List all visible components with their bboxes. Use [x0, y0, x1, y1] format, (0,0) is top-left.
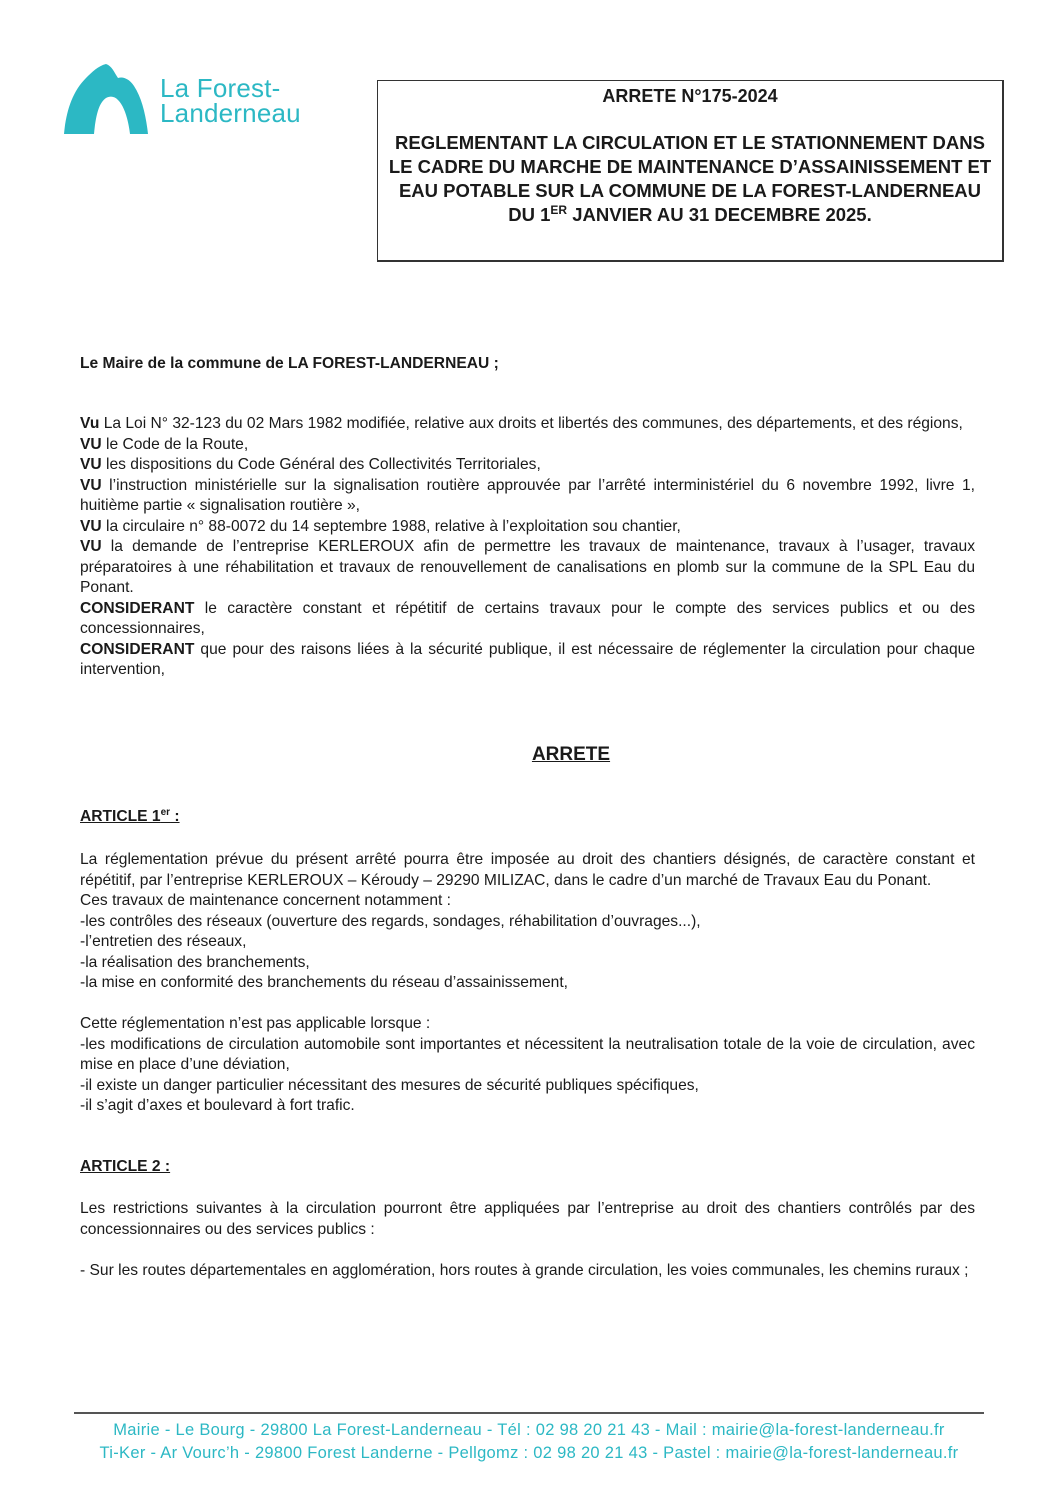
- consideration-text: que pour des raisons liées à la sécurité publique, il est nécessaire de réglementer la circulation pour chaque intervention,: [80, 640, 975, 678]
- article-2-body: [80, 1199, 975, 1281]
- list-item: - Sur les routes départementales en agglomération, hors routes à grande circulation, les voies communales, les chemins ruraux ;: [80, 1261, 969, 1279]
- article-1-works-intro: Ces travaux de maintenance concernent notamment :: [80, 892, 451, 909]
- arrete-title-end: JANVIER AU 31 DECEMBRE 2025.: [567, 204, 872, 225]
- consideration-lead: CONSIDERANT: [80, 640, 195, 658]
- title-box: [377, 80, 1004, 262]
- consideration-lead: VU: [80, 517, 102, 535]
- consideration-text: la demande de l’entreprise KERLEROUX afin de permettre les travaux de maintenance, travaux à l’usager, travaux préparatoires à une réhabilitation et travaux de renouvellement de canalisations en plomb sur la commune de la SPL Eau du Ponant.: [80, 538, 975, 596]
- consideration-lead: VU: [80, 456, 102, 473]
- article-1-title-main: ARTICLE 1: [80, 808, 161, 825]
- consideration-item: [80, 517, 975, 538]
- consideration-lead: Vu: [80, 415, 100, 432]
- consideration-text: La Loi N° 32-123 du 02 Mars 1982 modifiée, relative aux droits et libertés des communes, des départements, et des régions,: [99, 415, 963, 432]
- mayor-line: Le Maire de la commune de LA FOREST-LANDERNEAU ;: [80, 355, 499, 372]
- list-item: -il s’agit d’axes et boulevard à fort trafic.: [80, 1097, 355, 1114]
- list-item: -les contrôles des réseaux (ouverture des regards, sondages, réhabilitation d’ouvrages...),: [80, 912, 701, 930]
- article-1-intro: La réglementation prévue du présent arrêté pourra être imposée au droit des chantiers désignés, de caractère constant et répétitif, par l’entreprise KERLEROUX – Kéroudy – 29290 MILIZAC, dans le cadre d’un marché de Travaux Eau du Ponant.: [80, 851, 975, 889]
- arrete-title-sup: ER: [550, 203, 568, 217]
- consideration-text: l’instruction ministérielle sur la signalisation routière approuvée par l’arrêté interministériel du 6 novembre 1992, livre 1, huitième partie « signalisation routière »,: [80, 476, 975, 514]
- list-item: -la mise en conformité des branchements du réseau d’assainissement,: [80, 974, 568, 991]
- consideration-item: [80, 414, 975, 435]
- considerations: [80, 414, 975, 681]
- consideration-item: [80, 435, 975, 456]
- consideration-text: le caractère constant et répétitif de certains travaux pour le compte des services publics et ou des concessionnaires,: [80, 599, 975, 637]
- arrete-number: ARRETE N°175-2024: [602, 86, 778, 106]
- logo-line-1: La Forest-: [160, 73, 281, 103]
- paragraph-gap: [80, 994, 975, 1015]
- list-item: -il existe un danger particulier nécessitant des mesures de sécurité publiques spécifiques,: [80, 1076, 699, 1094]
- arrete-heading: ARRETE: [531, 744, 611, 765]
- footer-address-french: Mairie - Le Bourg - 29800 La Forest-Landerneau - Tél : 02 98 20 21 43 - Mail : mairie@la-forest-landerneau.fr: [113, 1421, 945, 1439]
- consideration-text: le Code de la Route,: [101, 435, 249, 453]
- consideration-item: [80, 455, 975, 476]
- article-1-body: [80, 850, 975, 1117]
- municipality-logo: [62, 62, 302, 142]
- consideration-item: [80, 476, 975, 517]
- article-1-title: [80, 808, 180, 826]
- consideration-lead: VU: [80, 435, 102, 453]
- article-2-intro: Les restrictions suivantes à la circulation pourront être appliquées par l’entreprise au droit des chantiers contrôlés par des concessionnaires ou des services publics :: [80, 1200, 975, 1238]
- logo-line-2: Landerneau: [160, 98, 301, 128]
- consideration-item: [80, 640, 975, 681]
- consideration-lead: VU: [80, 476, 102, 494]
- article-1-exceptions-intro: Cette réglementation n’est pas applicable lorsque :: [80, 1015, 431, 1032]
- article-2-title: ARTICLE 2 :: [80, 1158, 171, 1175]
- list-item: -la réalisation des branchements,: [80, 953, 310, 971]
- arrete-title: [384, 131, 996, 227]
- consideration-item: [80, 599, 975, 640]
- paragraph-gap: [80, 1240, 975, 1261]
- list-item: -les modifications de circulation automobile sont importantes et nécessitent la neutralisation totale de la voie de circulation, avec mise en place d’une déviation,: [80, 1035, 975, 1073]
- consideration-lead: VU: [80, 538, 102, 555]
- logo-wordmark: [160, 73, 301, 128]
- article-1-title-end: :: [170, 808, 180, 825]
- footer-address-breton: Ti-Ker - Ar Vourc’h - 29800 Forest Landerne - Pellgomz : 02 98 20 21 43 - Pastel : mairie@la-forest-landerneau.fr: [99, 1444, 959, 1462]
- arch-logo-icon: [62, 62, 154, 140]
- footer-divider: [74, 1412, 984, 1414]
- consideration-text: les dispositions du Code Général des Collectivités Territoriales,: [101, 456, 541, 473]
- consideration-item: [80, 537, 975, 599]
- consideration-lead: CONSIDERANT: [80, 599, 195, 617]
- list-item: -l’entretien des réseaux,: [80, 933, 247, 950]
- article-1-title-sup: er: [160, 807, 171, 818]
- arrete-title-main: REGLEMENTANT LA CIRCULATION ET LE STATIONNEMENT DANS LE CADRE DU MARCHE DE MAINTENANCE D’ASSAINISSEMENT ET EAU POTABLE SUR LA COMMUNE DE LA FOREST-LANDERNEAU DU 1: [388, 132, 992, 225]
- consideration-text: la circulaire n° 88-0072 du 14 septembre 1988, relative à l’exploitation sou chantier,: [101, 517, 681, 535]
